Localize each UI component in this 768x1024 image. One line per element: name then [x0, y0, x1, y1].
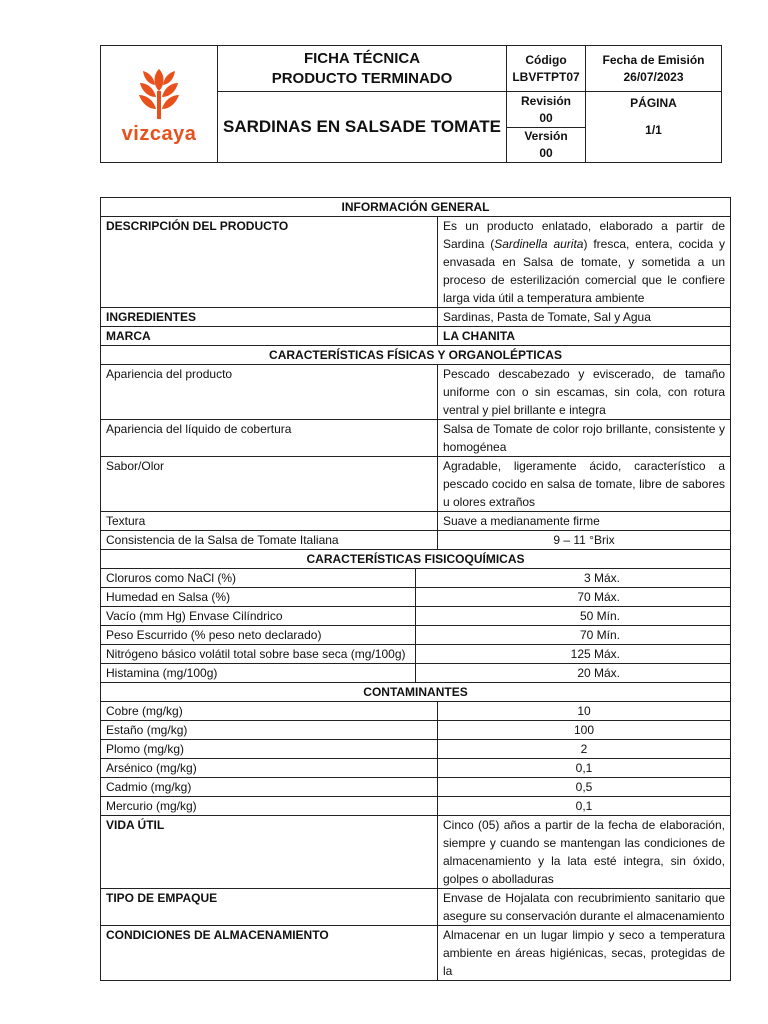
physchem-label: Nitrógeno básico volátil total sobre base seca (mg/100g) — [101, 645, 416, 664]
table-row — [101, 457, 731, 512]
contaminant-value: 2 — [438, 740, 731, 759]
table-row — [101, 645, 731, 664]
page-value: 1/1 — [645, 123, 662, 137]
brand-label: MARCA — [101, 327, 438, 346]
section-general: INFORMACIÓN GENERAL — [101, 198, 731, 217]
table-row — [101, 889, 731, 926]
contaminant-value: 0,5 — [438, 778, 731, 797]
description-species: Sardinella aurita — [494, 237, 584, 251]
table-row — [101, 797, 731, 816]
physchem-value: 3 Máx. — [416, 569, 731, 588]
code-label: Código — [525, 52, 567, 67]
logo-cell — [101, 46, 218, 163]
physical-value: Salsa de Tomate de color rojo brillante, consistente y homogénea — [438, 420, 731, 457]
product-title: SARDINAS EN SALSADE TOMATE — [222, 117, 501, 136]
storage-value: Almacenar en un lugar limpio y seco a temperatura ambiente en áreas higiénicas, secas, protegidas de la — [438, 926, 731, 981]
table-row — [101, 778, 731, 797]
page-cell — [586, 92, 722, 163]
packaging-label: TIPO DE EMPAQUE — [101, 889, 438, 926]
section-physchem: CARACTERÍSTICAS FISICOQUÍMICAS — [101, 550, 731, 569]
contaminant-label: Arsénico (mg/kg) — [101, 759, 438, 778]
contaminant-value: 0,1 — [438, 759, 731, 778]
vizcaya-logo — [101, 63, 217, 146]
table-row — [101, 740, 731, 759]
section-physical: CARACTERÍSTICAS FÍSICAS Y ORGANOLÉPTICAS — [101, 346, 731, 365]
section-contaminants: CONTAMINANTES — [101, 683, 731, 702]
table-row — [101, 569, 731, 588]
description-pre: Es un producto enlatado, elaborado a partir de Sardina ( — [443, 219, 725, 251]
contaminant-value: 10 — [438, 702, 731, 721]
table-row — [101, 365, 731, 420]
physical-value: Suave a medianamente firme — [438, 512, 731, 531]
packaging-value: Envase de Hojalata con recubrimiento sanitario que asegure su conservación durante el almacenamiento — [438, 889, 731, 926]
physical-label: Sabor/Olor — [101, 457, 438, 512]
table-row — [101, 816, 731, 889]
table-row — [101, 702, 731, 721]
physchem-label: Cloruros como NaCl (%) — [101, 569, 416, 588]
table-row — [101, 531, 731, 550]
physchem-label: Histamina (mg/100g) — [101, 664, 416, 683]
contaminant-value: 100 — [438, 721, 731, 740]
contaminant-label: Estaño (mg/kg) — [101, 721, 438, 740]
contaminant-label: Plomo (mg/kg) — [101, 740, 438, 759]
spec-table — [100, 197, 731, 981]
physchem-label: Peso Escurrido (% peso neto declarado) — [101, 626, 416, 645]
description-value — [438, 217, 731, 308]
doc-title-line2: PRODUCTO TERMINADO — [271, 69, 453, 87]
table-row — [101, 308, 731, 327]
table-row — [101, 607, 731, 626]
physchem-value: 50 Mín. — [416, 607, 731, 626]
wheat-icon — [134, 63, 184, 121]
logo-text: vizcaya — [121, 122, 197, 145]
revision-label: Revisión — [520, 93, 571, 108]
table-row — [101, 626, 731, 645]
code-cell — [507, 46, 586, 92]
doc-title-line1: FICHA TÉCNICA — [303, 49, 421, 67]
physical-value: Agradable, ligeramente ácido, característico a pescado cocido en salsa de tomate, libre de sabores u olores extraños — [438, 457, 731, 512]
physchem-value: 20 Máx. — [416, 664, 731, 683]
description-post: ) fresca, entera, cocida y envasada en Salsa de tomate, y sometida a un proceso de esterilización comercial que le confiere larga vida útil a temperatura ambiente — [443, 237, 725, 305]
product-title-cell — [218, 92, 507, 163]
physchem-label: Vacío (mm Hg) Envase Cilíndrico — [101, 607, 416, 626]
code-value: LBVFTPT07 — [512, 69, 580, 84]
version-value: 00 — [539, 146, 553, 160]
contaminant-label: Cadmio (mg/kg) — [101, 778, 438, 797]
table-row — [101, 721, 731, 740]
ingredients-value: Sardinas, Pasta de Tomate, Sal y Agua — [438, 308, 731, 327]
doc-title-cell — [218, 46, 507, 92]
table-row — [101, 512, 731, 531]
physical-label: Apariencia del líquido de cobertura — [101, 420, 438, 457]
physchem-value: 70 Máx. — [416, 588, 731, 607]
table-row — [101, 759, 731, 778]
physchem-value: 125 Máx. — [416, 645, 731, 664]
table-row — [101, 926, 731, 981]
date-value: 26/07/2023 — [623, 69, 684, 84]
revision-value: 00 — [539, 110, 553, 125]
date-label: Fecha de Emisión — [602, 52, 705, 67]
revision-block — [507, 92, 585, 128]
shelf-life-label: VIDA ÚTIL — [101, 816, 438, 889]
ingredients-label: INGREDIENTES — [101, 308, 438, 327]
physchem-value: 70 Mín. — [416, 626, 731, 645]
version-label: Versión — [524, 129, 568, 143]
contaminant-value: 0,1 — [438, 797, 731, 816]
date-cell — [586, 46, 722, 92]
table-row — [101, 420, 731, 457]
contaminant-label: Mercurio (mg/kg) — [101, 797, 438, 816]
shelf-life-value: Cinco (05) años a partir de la fecha de elaboración, siempre y cuando se mantengan las condiciones de almacenamiento y la lata esté integra, sin óxido, golpes o abolladuras — [438, 816, 731, 889]
description-label: DESCRIPCIÓN DEL PRODUCTO — [101, 217, 438, 308]
physical-value: 9 – 11 °Brix — [438, 531, 731, 550]
table-row — [101, 327, 731, 346]
revision-version-cell — [507, 92, 586, 163]
physical-label: Textura — [101, 512, 438, 531]
document-header — [100, 45, 722, 163]
storage-label: CONDICIONES DE ALMACENAMIENTO — [101, 926, 438, 981]
table-row — [101, 588, 731, 607]
table-row — [101, 664, 731, 683]
table-row — [101, 217, 731, 308]
physchem-label: Humedad en Salsa (%) — [101, 588, 416, 607]
version-block — [507, 128, 585, 162]
physical-value: Pescado descabezado y eviscerado, de tamaño uniforme con o sin escamas, sin cola, con rotura ventral y piel brillante e integra — [438, 365, 731, 420]
page-label: PÁGINA — [630, 96, 677, 110]
physical-label: Apariencia del producto — [101, 365, 438, 420]
brand-value: LA CHANITA — [438, 327, 731, 346]
contaminant-label: Cobre (mg/kg) — [101, 702, 438, 721]
physical-label: Consistencia de la Salsa de Tomate Italiana — [101, 531, 438, 550]
